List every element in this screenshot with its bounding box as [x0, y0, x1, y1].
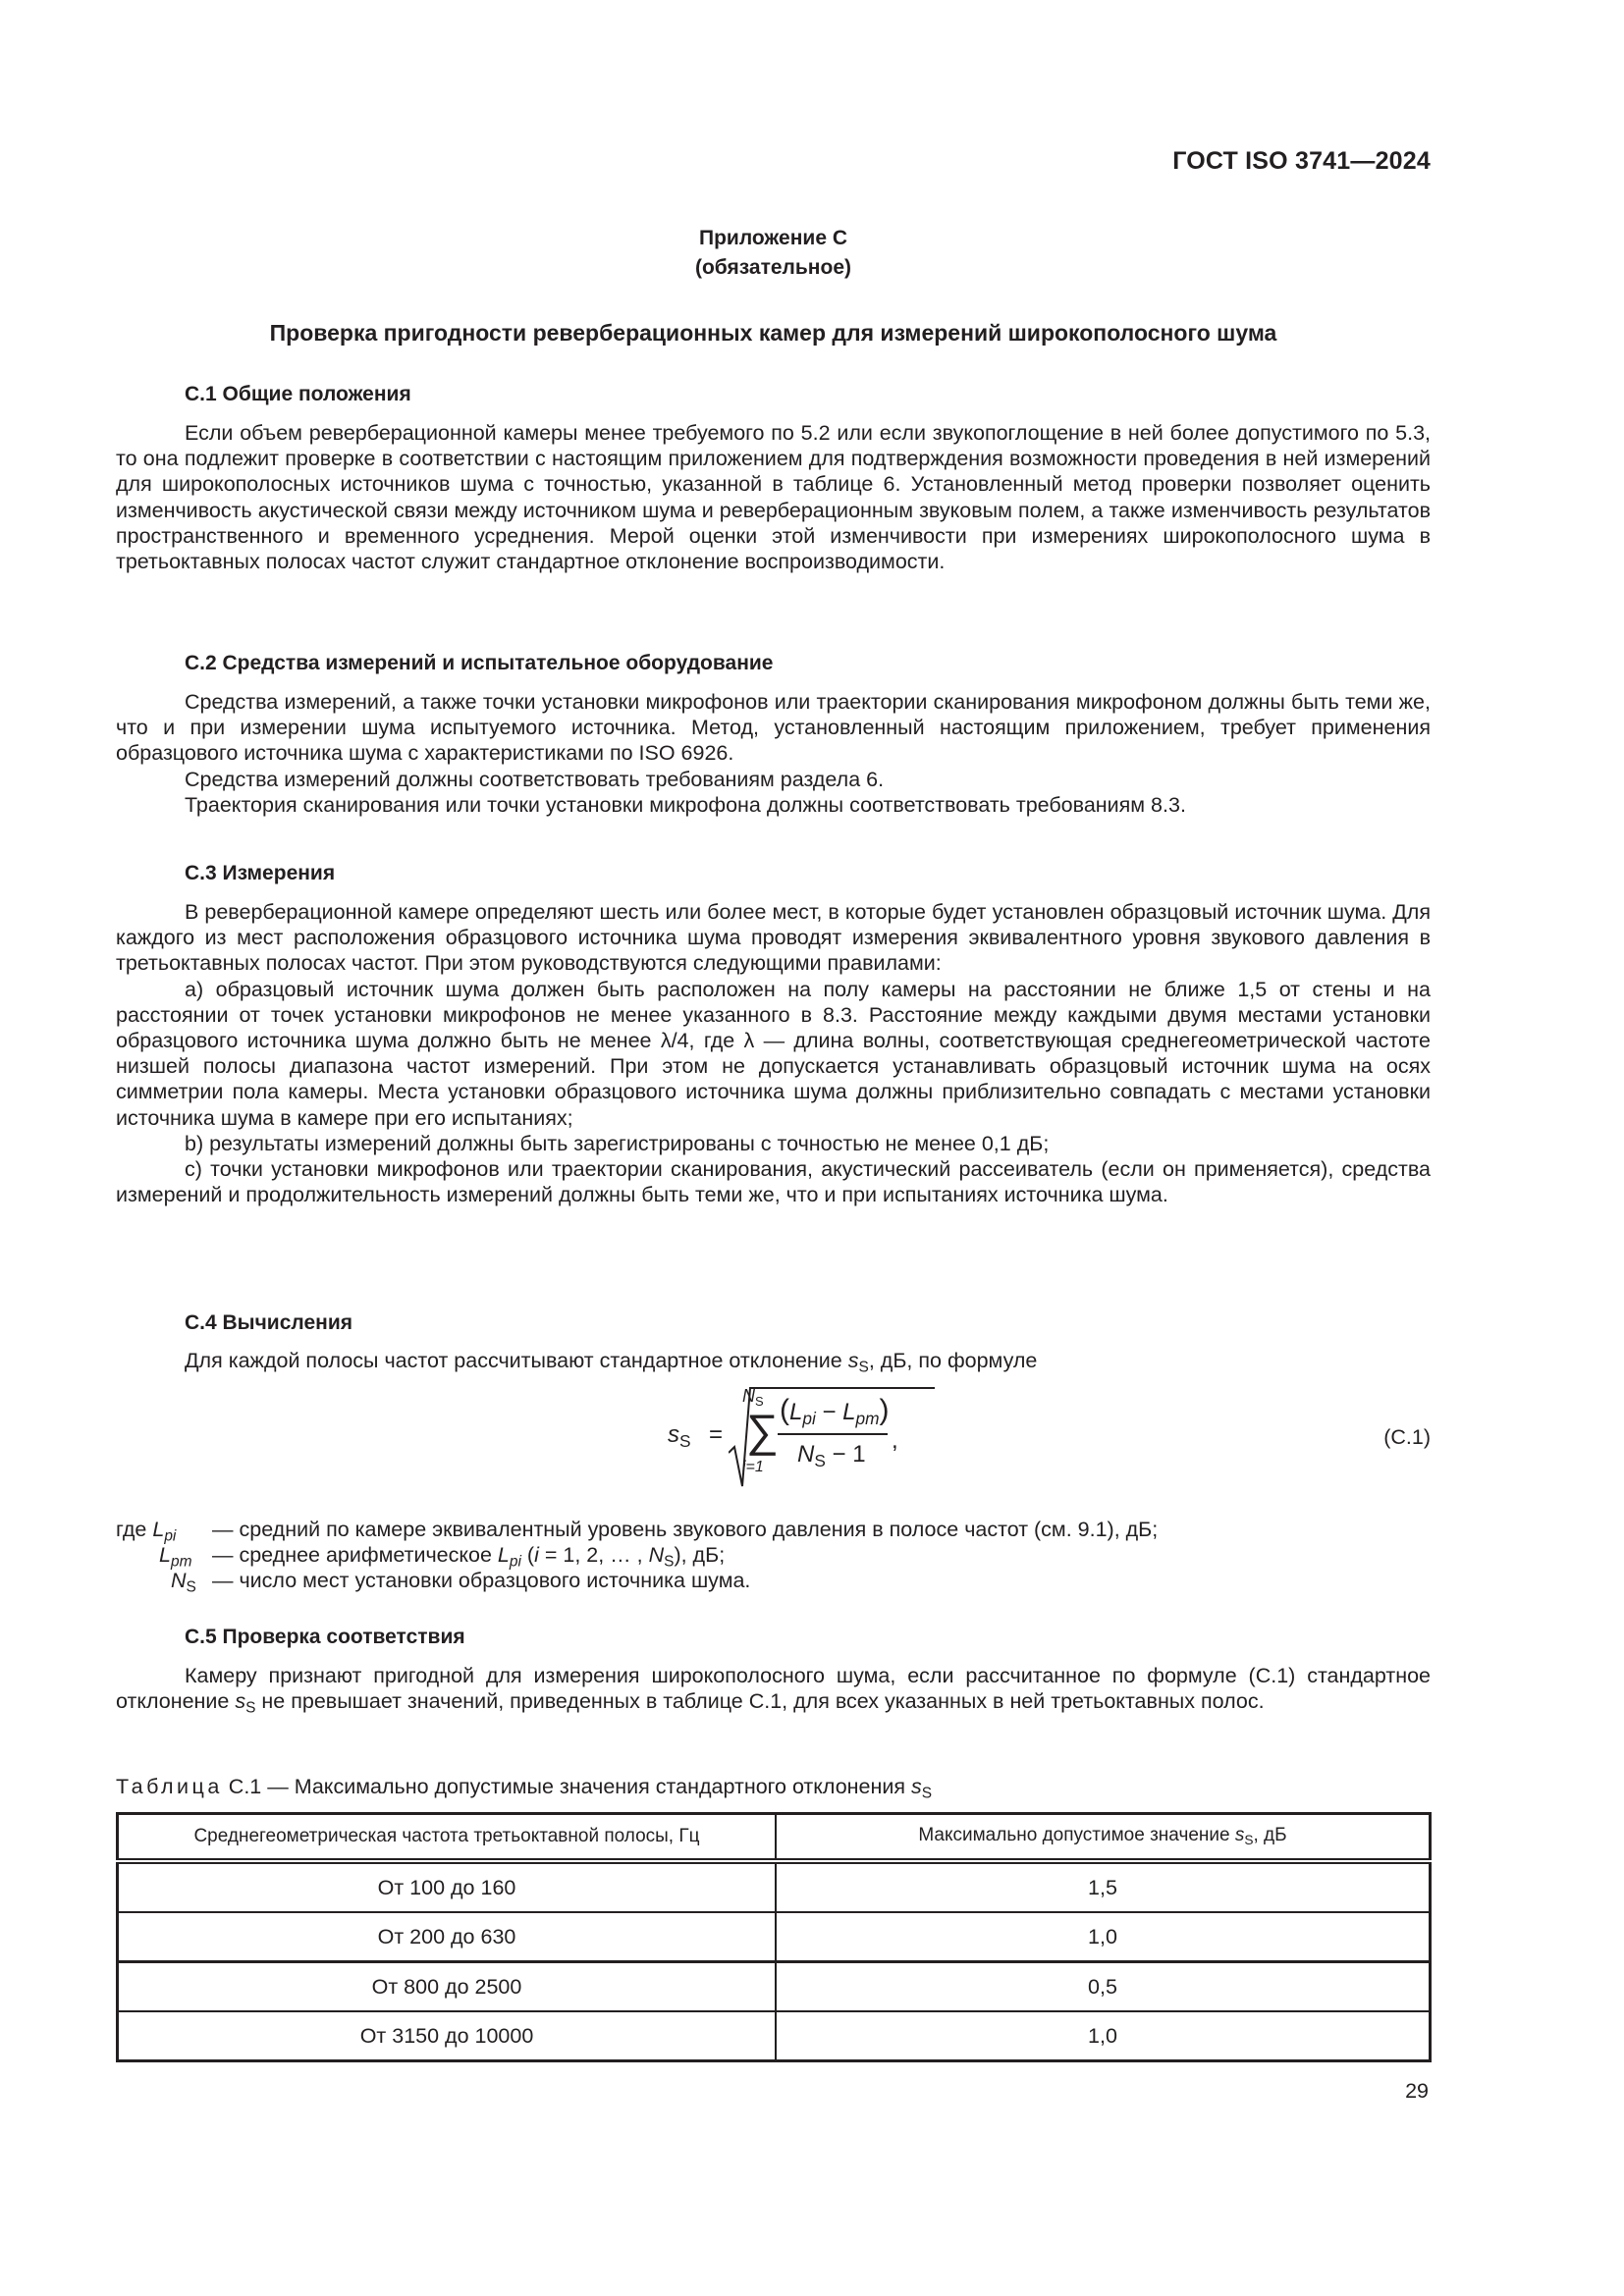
appendix-title: Приложение С — [698, 227, 847, 249]
definition-lpm — [116, 1542, 1431, 1571]
table-row — [118, 1962, 1431, 2012]
definition-lpi — [116, 1517, 1431, 1545]
paragraph: Камеру признают пригодной для измерения широкополосного шума, если рассчитанное по формуле (С.1) стандартное отклонение $s_S$ не превышает значений, приведенных в таблице С.1, для всех указанных в ней третьоктавных полос. — [116, 1664, 1431, 1717]
table-row — [118, 2011, 1431, 2061]
formula-c1 — [648, 1384, 943, 1492]
fraction-bar — [778, 1433, 888, 1435]
appendix-status: (обязательное) — [694, 256, 851, 279]
section-c1-body — [116, 420, 1431, 574]
list-item-a: a) образцовый источник шума должен быть расположен на полу камеры на расстоянии не ближе 1,5 от стены и на расстоянии от точек установки микрофонов не менее указанного в 8.3. Расстояние между каждыми двумя местами установки образцового источника шума должно быть не менее λ/4, где λ — длина волны, соответствующая среднегеометрической частоте низшей полосы диапазона частот измерений. При этом не допускается устанавливать образцовый источник шума на осях симметрии пола камеры. Места установки образцового источника шума должны приблизительно совпадать с местами установки источника шума в камере при его испытаниях; — [116, 977, 1431, 1130]
table-caption-text: С.1 — Максимально допустимые значения стандартного отклонения — [222, 1775, 911, 1798]
table-cell: От 100 до 160 — [118, 1861, 777, 1912]
symbol-subscript: S — [186, 1578, 196, 1596]
sigma-icon: ∑ — [746, 1405, 779, 1456]
section-c4-heading: С.4 Вычисления — [185, 1311, 352, 1334]
symbol-subscript: S — [858, 1359, 869, 1376]
page-number: 29 — [1405, 2079, 1429, 2103]
definition-ns — [116, 1568, 1431, 1596]
document-code: ГОСТ ISO 3741—2024 — [1172, 147, 1431, 175]
table-cell: От 800 до 2500 — [118, 1962, 777, 2012]
list-item-b: b) результаты измерений должны быть зарегистрированы с точностью не менее 0,1 дБ; — [185, 1131, 1050, 1155]
section-c2-body — [116, 689, 1431, 818]
paragraph: В реверберационной камере определяют шесть или более мест, в которые будет установлен образцовый источник шума. Для каждого из мест расположения образцового источника шума проводят измерения эквивалентного уровня звукового давления в третьоктавных полосах частот. При этом руководствуются следующими правилами: — [116, 900, 1431, 976]
section-c5-body — [116, 1663, 1431, 1722]
symbol: L — [152, 1518, 165, 1541]
formula-lhs: $s_S$ — [668, 1421, 691, 1452]
paragraph: Траектория сканирования или точки установки микрофона должны соответствовать требованиям 8.3. — [185, 792, 1186, 817]
symbol: N — [171, 1569, 187, 1592]
table-c1 — [116, 1812, 1432, 2062]
section-c1-heading: С.1 Общие положения — [185, 383, 411, 405]
paragraph: Если объем реверберационной камеры менее требуемого по 5.2 или если звукопоглощение в ней более допустимого по 5.3, то она подлежит проверке в соответствии с настоящим приложением для подтверждения возможности проведения в ней измерений для широкополосных источников шума с точностью, указанной в таблице 6. Установленный метод проверки позволяет оценить изменчивость акустической связи между источником шума и реверберационным звуковым полем, а также изменчивость результатов пространственного и временного усреднения. Мерой оценки этой изменчивости при измерениях широкополосного шума в третьоктавных полосах частот служит стандартное отклонение воспроизводимости. — [116, 421, 1431, 574]
definition-text: — средний по камере эквивалентный уровень звукового давления в полосе частот (см. 9.1), дБ; — [212, 1518, 1159, 1541]
formula-numerator: $(L_{pi} - L_{pm})$ — [780, 1394, 890, 1429]
table-cell: 1,5 — [776, 1861, 1431, 1912]
table-row — [118, 1861, 1431, 1912]
variable-definitions — [116, 1517, 1431, 1596]
equation-number: (С.1) — [1383, 1425, 1431, 1449]
column-header-frequency: Среднегеометрическая частота третьоктавной полосы, Гц — [118, 1814, 777, 1862]
section-c3-heading: С.3 Измерения — [185, 862, 336, 884]
paragraph: Средства измерений должны соответствовать требованиям раздела 6. — [185, 767, 885, 791]
sum-upper-limit: $N_S$ — [742, 1386, 764, 1409]
section-c4-intro — [185, 1349, 1037, 1377]
symbol-subscript: pi — [164, 1527, 177, 1545]
table-header-row — [118, 1814, 1431, 1862]
table-label: Таблица — [116, 1775, 223, 1798]
section-c2-heading: С.2 Средства измерений и испытательное оборудование — [185, 652, 774, 674]
table-cell: 0,5 — [776, 1962, 1431, 2012]
definition-text: — число мест установки образцового источника шума. — [212, 1569, 751, 1592]
column-header-max-value: Максимально допустимое значение $s_S$, дБ — [776, 1814, 1431, 1862]
table-cell: От 200 до 630 — [118, 1912, 777, 1962]
symbol-subscript: pm — [170, 1553, 192, 1571]
table-row — [118, 1912, 1431, 1962]
symbol-s: s — [847, 1349, 859, 1372]
definition-text: — среднее арифметическое $L_{pi}$ (i = 1, 2, … , $N_S$), дБ; — [212, 1543, 726, 1571]
appendix-heading: Проверка пригодности реверберационных камер для измерений широкополосного шума — [269, 320, 1277, 346]
intro-text: Для каждой полосы частот рассчитывают стандартное отклонение — [185, 1349, 848, 1372]
sum-lower-limit: i=1 — [742, 1459, 764, 1475]
table-cell: От 3150 до 10000 — [118, 2011, 777, 2061]
formula-comma: , — [892, 1427, 898, 1454]
section-c5-heading: С.5 Проверка соответствия — [185, 1626, 465, 1648]
list-item-c: c) точки установки микрофонов или траектории сканирования, акустический рассеиватель (если он применяется), средства измерений и продолжительность измерений должны быть теми же, что и при испытаниях источника шума. — [116, 1157, 1431, 1207]
table-cell: 1,0 — [776, 1912, 1431, 1962]
table-cell: 1,0 — [776, 2011, 1431, 2061]
symbol: L — [159, 1543, 171, 1567]
formula-denominator: $N_S - 1$ — [797, 1441, 866, 1471]
where-word: где — [116, 1518, 153, 1541]
intro-text-end: , дБ, по формуле — [868, 1349, 1038, 1372]
table-caption: Таблица С.1 — Максимально допустимые значения стандартного отклонения $s_S$ — [116, 1775, 933, 1802]
formula-equals: = — [709, 1421, 724, 1448]
paragraph: Средства измерений, а также точки установки микрофонов или траектории сканирования микрофоном должны быть теми же, что и при измерении шума испытуемого источника. Метод, установленный настоящим приложением, требует применения образцового источника шума с характеристиками по ISO 6926. — [116, 690, 1431, 766]
section-c3-body — [116, 899, 1431, 1207]
